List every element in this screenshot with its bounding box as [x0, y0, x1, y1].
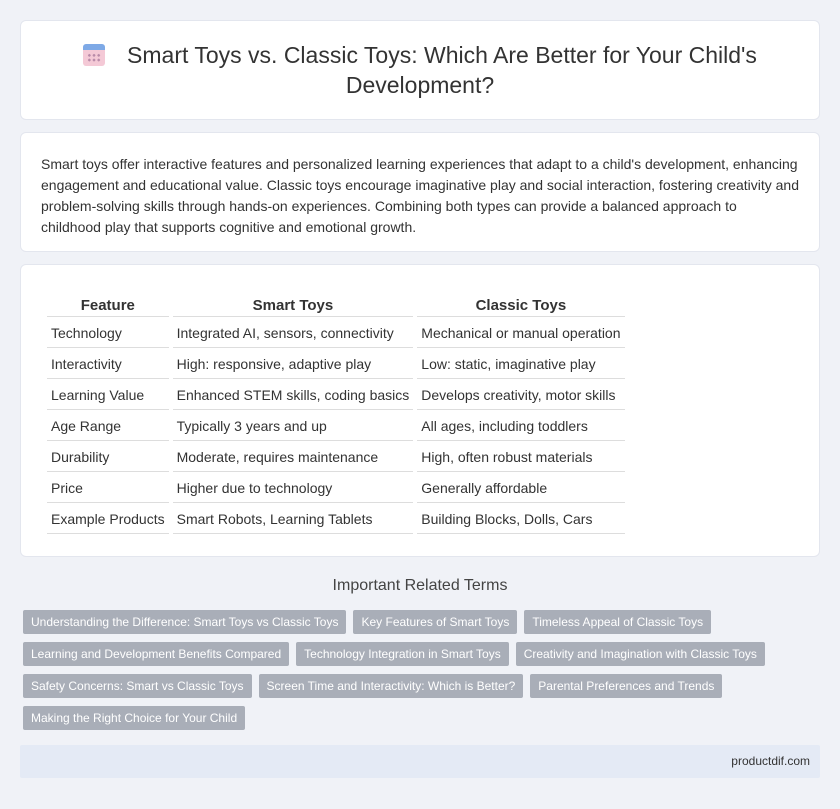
- table-cell: Develops creativity, motor skills: [417, 379, 624, 410]
- table-row: [47, 317, 625, 348]
- table-row: [47, 503, 625, 534]
- table-cell: Moderate, requires maintenance: [173, 441, 414, 472]
- related-term-tag[interactable]: Key Features of Smart Toys: [353, 610, 517, 634]
- table-cell: Interactivity: [47, 348, 169, 379]
- table-cell: Learning Value: [47, 379, 169, 410]
- table-cell: Enhanced STEM skills, coding basics: [173, 379, 414, 410]
- table-cell: Mechanical or manual operation: [417, 317, 624, 348]
- table-cell: High, often robust materials: [417, 441, 624, 472]
- intro-card: [20, 132, 820, 252]
- table-cell: Technology: [47, 317, 169, 348]
- table-cell: Integrated AI, sensors, connectivity: [173, 317, 414, 348]
- table-row: [47, 441, 625, 472]
- table-cell: Price: [47, 472, 169, 503]
- comparison-table: [43, 291, 629, 534]
- table-cell: Durability: [47, 441, 169, 472]
- table-cell: Typically 3 years and up: [173, 410, 414, 441]
- table-header-row: [47, 291, 625, 317]
- related-terms-heading: Important Related Terms: [332, 577, 508, 594]
- table-cell: Generally affordable: [417, 472, 624, 503]
- table-row: [47, 472, 625, 503]
- table-cell: Smart Robots, Learning Tablets: [173, 503, 414, 534]
- related-term-tag[interactable]: Screen Time and Interactivity: Which is Better?: [259, 674, 524, 698]
- tag-row: [23, 674, 823, 698]
- comparison-card: [20, 264, 820, 557]
- table-cell: Building Blocks, Dolls, Cars: [417, 503, 624, 534]
- related-term-tag[interactable]: Understanding the Difference: Smart Toys vs Classic Toys: [23, 610, 346, 634]
- table-cell: Higher due to technology: [173, 472, 414, 503]
- related-term-tag[interactable]: Parental Preferences and Trends: [530, 674, 722, 698]
- tag-row: [23, 642, 823, 666]
- related-terms-list: [23, 610, 823, 738]
- table-cell: Low: static, imaginative play: [417, 348, 624, 379]
- related-term-tag[interactable]: Learning and Development Benefits Compared: [23, 642, 289, 666]
- calendar-icon: [83, 44, 105, 66]
- table-row: [47, 410, 625, 441]
- table-cell: Example Products: [47, 503, 169, 534]
- table-row: [47, 379, 625, 410]
- table-cell: All ages, including toddlers: [417, 410, 624, 441]
- related-term-tag[interactable]: Making the Right Choice for Your Child: [23, 706, 245, 730]
- footer-site-name[interactable]: productdif.com: [731, 754, 810, 768]
- header-feature: Feature: [47, 291, 169, 317]
- tag-row: [23, 610, 823, 634]
- related-term-tag[interactable]: Creativity and Imagination with Classic Toys: [516, 642, 765, 666]
- related-term-tag[interactable]: Safety Concerns: Smart vs Classic Toys: [23, 674, 252, 698]
- related-term-tag[interactable]: Technology Integration in Smart Toys: [296, 642, 509, 666]
- tag-row: [23, 706, 823, 730]
- table-cell: High: responsive, adaptive play: [173, 348, 414, 379]
- intro-paragraph: Smart toys offer interactive features and personalized learning experiences that adapt to a child's development, enhancing engagement and educational value. Classic toys encourage imaginative play and social interaction, fostering creativity and problem-solving skills through hands-on experiences. Combining both types can provide a balanced approach to childhood play that supports cognitive and emotional growth.: [41, 156, 800, 235]
- footer: [20, 745, 820, 778]
- table-row: [47, 348, 625, 379]
- page-title-wrapper: [61, 40, 779, 100]
- table-cell: Age Range: [47, 410, 169, 441]
- header-classic-toys: Classic Toys: [417, 291, 624, 317]
- page-title: Smart Toys vs. Classic Toys: Which Are Better for Your Child's Development?: [127, 42, 757, 98]
- header-smart-toys: Smart Toys: [173, 291, 414, 317]
- related-term-tag[interactable]: Timeless Appeal of Classic Toys: [524, 610, 711, 634]
- title-card: [20, 20, 820, 120]
